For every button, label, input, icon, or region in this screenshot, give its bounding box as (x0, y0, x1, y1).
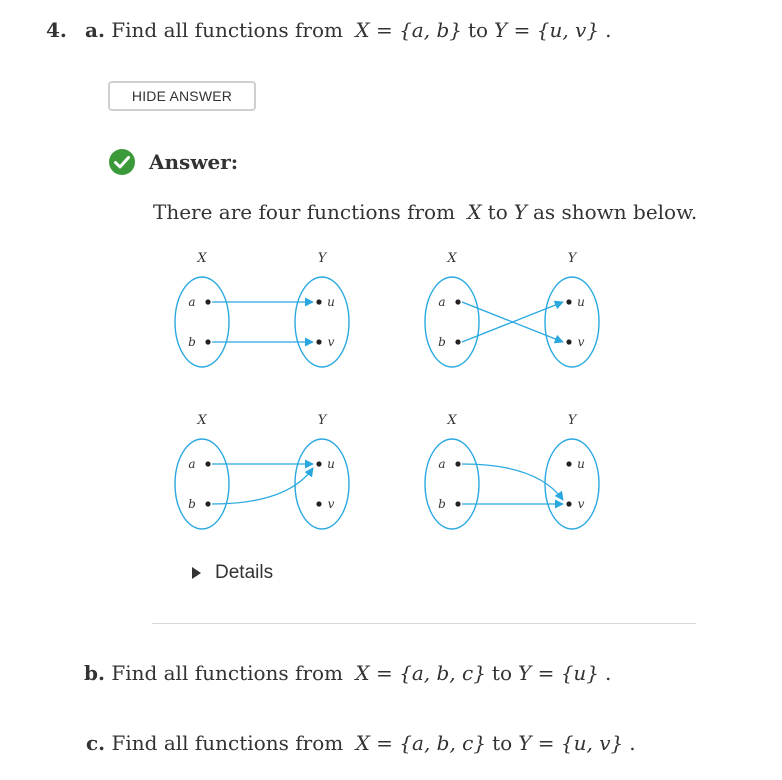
part-b-end: . (605, 661, 612, 685)
codomain-element-label: v (327, 335, 335, 349)
part-b-math-x: X = {a, b, c} (355, 661, 486, 685)
codomain-element-label: v (577, 497, 585, 511)
set-y-label: Y (567, 251, 577, 266)
part-a-to: to (467, 18, 489, 42)
set-x-label: X (197, 251, 207, 266)
answer-heading: Answer: (149, 150, 239, 174)
domain-element-dot (205, 461, 210, 466)
codomain-element-dot (566, 339, 571, 344)
domain-element-label: b (438, 497, 446, 511)
set-x-label: X (197, 413, 207, 428)
part-b-to: to (491, 661, 512, 685)
intro-y: Y (513, 200, 527, 224)
divider (152, 623, 696, 624)
codomain-element-dot (316, 501, 321, 506)
part-a-label: a. (85, 18, 105, 42)
details-toggle[interactable] (192, 562, 273, 584)
domain-ellipse (175, 439, 229, 529)
part-c-prompt (86, 731, 636, 755)
domain-element-dot (205, 339, 210, 344)
part-c-math-x: X = {a, b, c} (355, 731, 487, 755)
set-x-label: X (447, 251, 457, 266)
domain-element-dot (455, 299, 460, 304)
expand-triangle-icon (192, 567, 201, 579)
part-b-math-y: Y = {u} (518, 661, 600, 685)
domain-element-dot (205, 501, 210, 506)
function-diagrams (150, 240, 620, 540)
codomain-ellipse (295, 439, 349, 529)
part-a-math-y: Y = {u, v} (494, 18, 600, 42)
domain-element-label: a (438, 457, 446, 471)
answer-intro: There are four functions from X to Y as shown below. (153, 200, 698, 224)
set-y-label: Y (317, 251, 327, 266)
codomain-ellipse (545, 277, 599, 367)
part-c-end: . (629, 731, 636, 755)
domain-element-label: b (188, 497, 196, 511)
codomain-element-label: v (327, 497, 335, 511)
domain-element-label: b (188, 335, 196, 349)
domain-ellipse (425, 439, 479, 529)
codomain-element-label: v (577, 335, 585, 349)
codomain-ellipse (295, 277, 349, 367)
domain-element-label: a (188, 295, 196, 309)
hide-answer-button[interactable]: HIDE ANSWER (108, 81, 256, 111)
codomain-element-label: u (577, 295, 585, 309)
details-label: Details (215, 562, 274, 583)
codomain-element-dot (566, 299, 571, 304)
part-c-label: c. (86, 731, 106, 755)
part-a-text: Find all functions from (111, 18, 343, 42)
part-a-end: . (605, 18, 612, 42)
part-b-prompt (84, 661, 611, 685)
codomain-element-dot (316, 339, 321, 344)
question-number: 4. (46, 18, 67, 42)
part-c-to: to (492, 731, 513, 755)
part-c-math-y: Y = {u, v} (518, 731, 624, 755)
part-b-label: b. (84, 661, 105, 685)
domain-element-label: a (188, 457, 196, 471)
part-a-prompt (85, 18, 611, 42)
codomain-element-label: u (327, 295, 335, 309)
set-y-label: Y (567, 413, 577, 428)
part-b-text: Find all functions from (111, 661, 344, 685)
codomain-ellipse (545, 439, 599, 529)
domain-element-dot (455, 339, 460, 344)
set-y-label: Y (317, 413, 327, 428)
set-x-label: X (447, 413, 457, 428)
domain-ellipse (425, 277, 479, 367)
codomain-element-dot (566, 461, 571, 466)
codomain-element-dot (316, 299, 321, 304)
domain-element-dot (455, 461, 460, 466)
domain-element-label: a (438, 295, 446, 309)
domain-ellipse (175, 277, 229, 367)
check-circle-icon (108, 148, 136, 176)
part-a-math-x: X = {a, b} (355, 18, 462, 42)
domain-element-dot (455, 501, 460, 506)
codomain-element-dot (316, 461, 321, 466)
codomain-element-label: u (327, 457, 335, 471)
domain-element-label: b (438, 335, 446, 349)
intro-x: X (467, 200, 482, 224)
domain-element-dot (205, 299, 210, 304)
codomain-element-dot (566, 501, 571, 506)
part-c-text: Find all functions from (111, 731, 344, 755)
codomain-element-label: u (577, 457, 585, 471)
